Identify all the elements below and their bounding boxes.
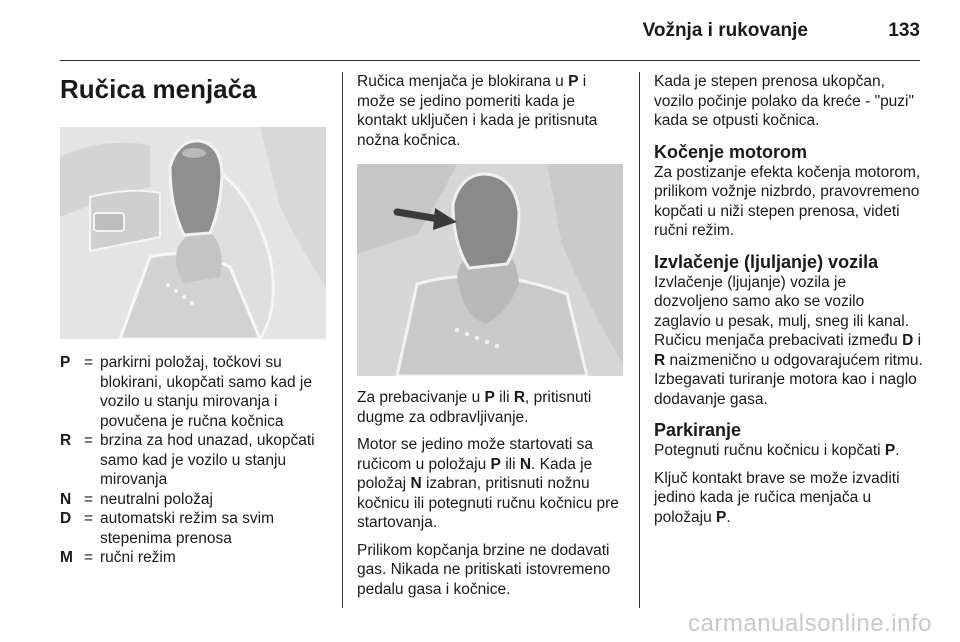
gear-position-list — [60, 353, 328, 568]
definition-text: brzina za hod unazad, ukopčati samo kad je vozilo u stanju mirovanja — [100, 432, 315, 488]
definition-key: P — [60, 354, 71, 371]
definition-equals: = — [84, 490, 94, 508]
watermark: carmanualsonline.info — [688, 610, 932, 637]
column-2 — [357, 72, 625, 607]
definition-key: N — [60, 490, 72, 508]
definition-key: R — [60, 432, 72, 449]
key-removal-paragraph: Ključ kontakt brave se može izvaditi jedino kada je ručica menjača u položaju P. — [654, 469, 900, 526]
gear-selector-illustration — [60, 127, 326, 339]
column-divider-1 — [342, 72, 343, 608]
engine-braking-paragraph: Za postizanje efekta kočenja motorom, prilikom vožnje nizbrdo, pravovremeno kopčati u niži stepen prenosa, videti ručni režim. — [654, 163, 921, 239]
page-number: 133 — [888, 20, 920, 41]
header-title: Vožnja i rukovanje — [642, 20, 808, 41]
list-item — [60, 490, 328, 510]
definition-equals: = — [84, 354, 94, 371]
gear-lever-arrow-drawing — [357, 164, 623, 376]
column-1 — [60, 72, 328, 568]
definition-equals: = — [84, 432, 94, 449]
release-button-illustration — [357, 164, 623, 376]
page-header — [60, 18, 920, 58]
rocking-paragraph: Izvlačenje (ljujanje) vozila je dozvoljeno samo ako se vozilo zaglavio u pesak, mulj, sneg ili kanal. Ručicu menjača prebacivati između D i R naizmenično u odgovarajućem ritmu. Izbegavati turiranje motora kao i naglo dodavanje gasa. — [654, 273, 923, 408]
parking-heading: Parkiranje — [654, 420, 742, 440]
engine-braking-heading: Kočenje motorom — [654, 141, 808, 162]
definition-text: parkirni položaj, točkovi su blokirani, ukopčati samo kad je vozilo u stanju mirovanja i povučena je ručna kočnica — [100, 354, 312, 430]
rocking-heading: Izvlačenje (ljuljanje) vozila — [654, 251, 879, 272]
section-title: Ručica menjača — [60, 74, 257, 104]
gas-warning-paragraph: Prilikom kopčanja brzine ne dodavati gas. Nikada ne pritiskati istovremeno pedalu gasa i kočnice. — [357, 541, 611, 598]
definition-text: ručni režim — [100, 549, 176, 566]
creep-paragraph: Kada je stepen prenosa ukopčan, vozilo počinje polako da kreće - "puzi" kada se otpusti kočnica. — [654, 73, 915, 129]
list-item — [60, 431, 328, 490]
definition-key: M — [60, 549, 73, 566]
engine-start-paragraph: Motor se jedino može startovati sa ručicom u položaju P ili N. Kada je položaj N izabran, pritisnuti nožnu kočnicu ili potegnuti ručnu kočnicu pre startovanja. — [357, 436, 619, 531]
definition-key: D — [60, 510, 72, 527]
column-divider-2 — [639, 72, 640, 608]
gear-lever-drawing — [60, 127, 326, 339]
header-rule — [60, 60, 920, 61]
column-3 — [654, 72, 924, 535]
parking-paragraph: Potegnuti ručnu kočnicu i kopčati P. — [654, 442, 900, 459]
list-item — [60, 509, 328, 548]
lock-paragraph: Ručica menjača je blokirana u P i može se jedino pomeriti kada je kontakt uključen i kada je pritisnuta nožna kočnica. — [357, 73, 598, 149]
definition-text: automatski režim sa svim stepenima prenosa — [100, 510, 274, 547]
list-item — [60, 353, 328, 431]
definition-text: neutralni položaj — [100, 490, 213, 508]
definition-equals: = — [84, 510, 94, 527]
unlock-paragraph: Za prebacivanje u P ili R, pritisnuti dugme za odbravljivanje. — [357, 389, 592, 426]
definition-equals: = — [84, 549, 94, 566]
list-item — [60, 548, 328, 568]
